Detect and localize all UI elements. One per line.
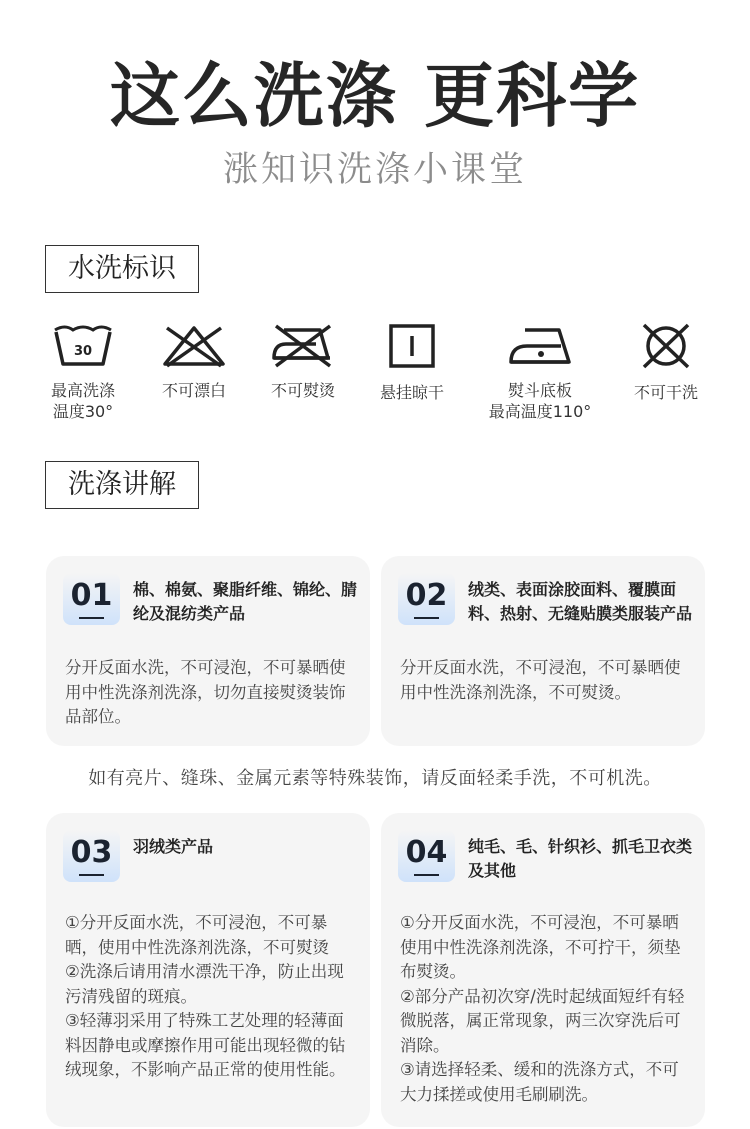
card-title: 绒类、表面涂胶面料、覆膜面料、热射、无缝贴膜类服装产品	[468, 580, 693, 623]
iron-110-icon	[507, 322, 573, 368]
no-iron-icon	[270, 322, 336, 368]
svg-text:30: 30	[73, 344, 93, 359]
symbol-label-line2: 最高温度110°	[488, 402, 592, 421]
card-body	[400, 656, 695, 705]
wash-card-04	[381, 813, 705, 1127]
card-paragraph: ③轻薄羽采用了特殊工艺处理的轻薄面料因静电或摩擦作用可能出现轻微的钻绒现象，不影响产品正常的使用性能。	[65, 1011, 346, 1079]
card-paragraph: ②部分产品初次穿/洗时起绒面短纤有轻微脱落，属正常现象，两三次穿洗后可消除。	[400, 986, 685, 1055]
card-title: 纯毛、毛、针织衫、抓毛卫衣类及其他	[468, 837, 693, 880]
no-bleach-icon	[161, 322, 227, 368]
no-dryclean-icon	[638, 322, 694, 370]
card-paragraph: 分开反面水洗，不可浸泡，不可暴晒使用中性洗涤剂洗涤，不可熨烫。	[400, 658, 681, 702]
symbol-label: 不可干洗	[633, 383, 698, 402]
section-label-wash-symbols: 水洗标识	[45, 245, 199, 293]
badge-underline	[79, 874, 104, 876]
card-body	[65, 911, 360, 1083]
symbol-label: 不可漂白	[161, 381, 226, 400]
card-paragraph: ①分开反面水洗，不可浸泡，不可暴晒使用中性洗涤剂洗涤，不可拧干，须垫布熨烫。	[400, 913, 681, 981]
badge-underline	[414, 617, 439, 619]
card-number: 04	[405, 835, 448, 870]
symbol-label: 熨斗底板	[507, 381, 572, 400]
wash-card-03	[46, 813, 370, 1127]
symbol-no-bleach	[134, 322, 254, 401]
card-number: 01	[70, 578, 113, 613]
page-subtitle: 涨知识洗涤小课堂	[222, 150, 527, 190]
card-paragraph: ①分开反面水洗，不可浸泡，不可暴晒，使用中性洗涤剂洗涤，不可熨烫	[65, 913, 329, 957]
card-paragraph: ③请选择轻柔、缓和的洗涤方式，不可大力揉搓或使用毛刷刷洗。	[400, 1060, 679, 1104]
symbol-label: 悬挂晾干	[379, 383, 444, 402]
symbol-line-dry	[352, 322, 472, 403]
card-number: 03	[70, 835, 113, 870]
card-body	[400, 911, 695, 1107]
card-number-badge	[398, 573, 455, 625]
symbol-no-dryclean	[606, 322, 726, 403]
card-number: 02	[405, 578, 448, 613]
badge-underline	[414, 874, 439, 876]
card-number-badge	[63, 830, 120, 882]
symbol-no-iron	[243, 322, 363, 401]
line-dry-icon	[387, 322, 437, 370]
card-body	[65, 656, 360, 730]
badge-underline	[79, 617, 104, 619]
symbol-label: 最高洗涤	[50, 381, 115, 400]
wash-30-icon	[51, 322, 115, 368]
symbol-iron-110	[480, 322, 600, 422]
special-decoration-notice: 如有亮片、缝珠、金属元素等特殊装饰，请反面轻柔手洗，不可机洗。	[88, 768, 662, 789]
card-number-badge	[398, 830, 455, 882]
section-label-explain: 洗涤讲解	[45, 461, 199, 509]
card-title: 棉、棉氨、聚脂纤维、锦纶、腈纶及混纺类产品	[133, 580, 358, 623]
card-title: 羽绒类产品	[133, 837, 214, 856]
page-title: 这么洗涤 更科学	[109, 55, 641, 137]
card-paragraph: 分开反面水洗，不可浸泡，不可暴晒使用中性洗涤剂洗涤，切勿直接熨烫装饰品部位。	[65, 658, 346, 726]
symbol-wash-30	[23, 322, 143, 422]
card-paragraph: ②洗涤后请用清水漂洗干净，防止出现污清残留的斑痕。	[65, 962, 344, 1006]
card-number-badge	[63, 573, 120, 625]
symbol-label-line2: 温度30°	[52, 402, 114, 421]
wash-card-02	[381, 556, 705, 746]
wash-card-01	[46, 556, 370, 746]
symbol-label: 不可熨烫	[270, 381, 335, 400]
